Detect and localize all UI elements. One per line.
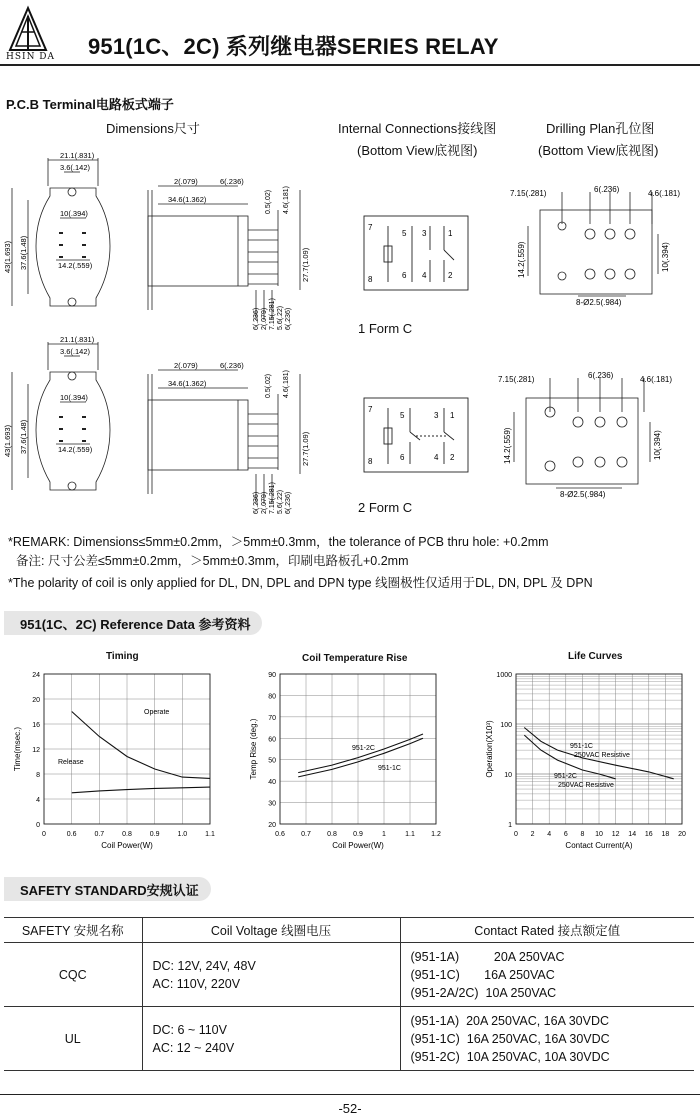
dim-side-6: 6(.236): [220, 177, 244, 186]
dim-pin-width-2c: 3.6(.142): [60, 347, 91, 356]
internal-bottom-view-label: (Bottom View底视图): [357, 143, 478, 158]
x-tick-label: 1: [382, 831, 386, 838]
drill-dim-2-2c: 6(.236): [588, 371, 614, 380]
drilling-plan-1c: [508, 184, 688, 308]
remark-cn: 备注: 尺寸公差≤5mm±0.2mm，＞5mm±0.3mm，印刷电路板孔+0.2mm: [16, 554, 409, 568]
life-curves-chart: [482, 666, 696, 856]
chart-title-temp: Coil Temperature Rise: [302, 653, 408, 664]
y-axis-label: Temp Rise (deg.): [249, 718, 258, 780]
dim-side-b3: 7.15(.281): [269, 298, 276, 330]
series-label: 951-1C: [378, 765, 401, 772]
series-label: 250VAC Resistive: [558, 782, 614, 789]
x-tick-label: 0: [42, 831, 46, 838]
x-tick-label: 8: [580, 831, 585, 838]
y-tick-label: 30: [268, 800, 276, 808]
pin-2c-d: 6: [400, 453, 405, 462]
header-safety: SAFETY 安规名称: [4, 918, 142, 943]
y-tick-label: 8: [36, 772, 40, 779]
series-label: Operate: [144, 709, 170, 716]
drill-dim-2-1c: 6(.236): [594, 185, 620, 194]
x-tick-label: 4: [547, 831, 552, 838]
remark-en: *REMARK: Dimensions≤5mm±0.2mm，＞5mm±0.3mm，the tolerance of PCB thru hole: +0.2mm: [8, 535, 549, 549]
y-tick-label: 100: [500, 722, 512, 729]
internal-connection-2c: [360, 394, 472, 476]
contact-rated-line: (951-2C) 10A 250VAC, 10A 30VDC: [410, 1049, 610, 1064]
dim-side-length-2c: 34.6(1.362): [168, 379, 207, 388]
x-tick-label: 0.9: [353, 831, 363, 838]
contact-rated-cell: [400, 943, 694, 1007]
dim-pin-width-1c: 3.6(.142): [60, 163, 91, 172]
internal-connection-1c: [360, 212, 472, 294]
dim-inner-height-1c: 37.6(1.48): [19, 235, 28, 270]
pin-1c-f: 1: [448, 229, 453, 238]
dim-side-b4: 5.6(.22): [277, 305, 284, 330]
dim-side-b2: 2(.079): [261, 307, 268, 330]
x-axis-label: Coil Power(W): [101, 841, 153, 850]
dim-side-277: 27.7(1.09): [301, 247, 310, 282]
pin-2c-g: 4: [434, 453, 439, 462]
chart-title-life: Life Curves: [568, 651, 623, 662]
y-tick-label: 12: [32, 747, 40, 754]
drill-dim-5-1c: 10(.394): [661, 242, 670, 272]
dim-side-46-2c: 4.6(.181): [283, 369, 290, 398]
pin-1c-d: 6: [402, 271, 407, 280]
series-line-1: [298, 734, 423, 773]
dim-mid-width-2c: 14.2(.559): [58, 445, 93, 454]
series-label: 250VAC Resistive: [574, 752, 630, 759]
pin-1c-h: 2: [448, 271, 453, 280]
dim-inner-width-2c: 10(.394): [60, 393, 88, 402]
x-tick-label: 14: [628, 831, 637, 838]
x-tick-label: 0.8: [327, 831, 337, 838]
coil-voltage-line: AC: 12 ~ 240V: [152, 1040, 235, 1055]
header-coil-voltage: Coil Voltage 线圈电压: [142, 918, 400, 943]
y-tick-label: 16: [32, 722, 40, 729]
series-line-2: [72, 787, 210, 793]
x-tick-label: 20: [678, 831, 686, 838]
y-tick-label: 20: [32, 697, 40, 704]
x-tick-label: 16: [644, 831, 653, 838]
pin-1c-c: 5: [402, 229, 407, 238]
internal-connections-label: Internal Connections接线图: [338, 121, 497, 136]
pin-1c-e: 3: [422, 229, 427, 238]
y-tick-label: 50: [268, 757, 276, 765]
safety-table-header: [4, 918, 694, 943]
coil-voltage-cell: [142, 943, 400, 1007]
footer-rule: [0, 1094, 700, 1095]
dim-side-277-2c: 27.7(1.09): [301, 431, 310, 466]
dim-side-top-2c: 2(.079): [174, 361, 198, 370]
y-tick-label: 10: [504, 772, 512, 779]
safety-standard-banner: SAFETY STANDARD安规认证: [4, 877, 211, 901]
pcb-terminal-title: P.C.B Terminal电路板式端子: [6, 97, 174, 112]
page-number: -52-: [338, 1101, 362, 1116]
contact-rated-line: (951-1A) 20A 250VAC: [410, 949, 565, 964]
x-tick-label: 0.7: [94, 831, 105, 838]
series-label: 951-2C: [554, 773, 577, 780]
dim-side-b3-2c: 7.15(.281): [269, 482, 276, 514]
x-tick-label: 1.2: [431, 831, 441, 838]
dim-inner-height-2c: 37.6(1.48): [19, 419, 28, 454]
x-tick-label: 0: [514, 831, 518, 838]
polarity-note: *The polarity of coil is only applied for DL, DN, DPL and DPN type 线圈极性仅适用于DL, DN, DPL 及 DPN: [8, 576, 593, 590]
pin-2c-a: 7: [368, 405, 373, 414]
form-2c-label: 2 Form C: [358, 500, 413, 515]
drill-dim-3-1c: 4.6(.181): [648, 189, 681, 198]
table-row: [4, 1007, 694, 1071]
dim-side-b5: 6(.236): [285, 307, 292, 330]
x-tick-label: 0.6: [66, 831, 77, 838]
dim-overall-width-2c: 21.1(.831): [60, 335, 95, 344]
dimensions-label: Dimensions尺寸: [106, 121, 200, 136]
dim-overall-width-1c: 21.1(.831): [60, 151, 95, 160]
x-tick-label: 1.1: [205, 831, 215, 838]
y-tick-label: 60: [268, 736, 276, 744]
dim-side-05-2c: 0.5(.02): [265, 373, 272, 398]
temp-rise-chart: [248, 666, 458, 856]
dim-overall-height-2c: 43(1.693): [3, 424, 12, 457]
side-view-drawing-1c: [128, 170, 324, 332]
dim-side-b5-2c: 6(.236): [285, 491, 292, 514]
y-tick-label: 80: [268, 693, 276, 701]
reference-data-banner: 951(1C、2C) Reference Data 参考资料: [4, 611, 262, 635]
x-tick-label: 0.7: [301, 831, 311, 838]
y-axis-label: Time(msec.): [13, 726, 22, 772]
drill-holes-1c: 8-Ø2.5(.984): [576, 298, 622, 307]
dim-side-46: 4.6(.181): [283, 185, 290, 214]
front-view-drawing-2c: [2, 332, 124, 502]
x-tick-label: 2: [530, 831, 535, 838]
x-tick-label: 1.0: [177, 831, 188, 838]
dim-mid-width-1c: 14.2(.559): [58, 261, 93, 270]
logo-text: HSIN DA: [6, 52, 56, 62]
contact-rated-line: (951-1C) 16A 250VAC: [410, 967, 555, 982]
y-tick-label: 70: [268, 714, 276, 722]
dim-side-b2-2c: 2(.079): [261, 491, 268, 514]
coil-voltage-line: AC: 110V, 220V: [152, 976, 241, 991]
x-tick-label: 6: [563, 831, 568, 838]
series-label: Release: [58, 759, 84, 766]
pin-2c-h: 2: [450, 453, 455, 462]
dim-side-6-2c: 6(.236): [220, 361, 244, 370]
y-tick-label: 1: [508, 822, 512, 829]
y-tick-label: 20: [268, 822, 276, 829]
pin-1c-a: 7: [368, 223, 373, 232]
y-axis-label: Operation(X10³): [485, 720, 494, 778]
front-view-drawing-1c: [2, 148, 124, 318]
dim-side-top: 2(.079): [174, 177, 198, 186]
dim-side-b4-2c: 5.6(.22): [277, 489, 284, 514]
series-label: 951-2C: [352, 745, 375, 752]
safety-name: UL: [4, 1007, 142, 1071]
company-logo: [8, 6, 48, 52]
safety-table: [4, 917, 694, 1071]
chart-title-timing: Timing: [106, 651, 139, 662]
drill-holes-2c: 8-Ø2.5(.984): [560, 490, 606, 499]
dim-inner-width-1c: 10(.394): [60, 209, 88, 218]
drilling-bottom-view-label: (Bottom View底视图): [538, 143, 659, 158]
pin-2c-e: 3: [434, 411, 439, 420]
dim-side-length: 34.6(1.362): [168, 195, 207, 204]
y-tick-label: 4: [36, 797, 40, 804]
contact-rated-line: (951-2A/2C) 10A 250VAC: [410, 985, 557, 1000]
x-axis-label: Contact Current(A): [565, 841, 633, 850]
timing-chart: [14, 666, 228, 856]
contact-rated-cell: [400, 1007, 694, 1071]
y-tick-label: 40: [268, 779, 276, 787]
drill-dim-3-2c: 4.6(.181): [640, 375, 673, 384]
coil-voltage-line: DC: 12V, 24V, 48V: [152, 958, 256, 973]
series-label: 951-1C: [570, 743, 593, 750]
drill-dim-1-2c: 7.15(.281): [498, 375, 535, 384]
y-tick-label: 24: [32, 672, 40, 679]
contact-rated-line: (951-1A) 20A 250VAC, 16A 30VDC: [410, 1013, 609, 1028]
header-contact-rated: Contact Rated 接点额定值: [400, 918, 694, 943]
pin-2c-b: 8: [368, 457, 373, 466]
x-tick-label: 0.8: [122, 831, 132, 838]
pin-1c-g: 4: [422, 271, 427, 280]
header-rule: [0, 64, 700, 66]
pin-2c-f: 1: [450, 411, 455, 420]
drilling-plan-2c: [494, 370, 684, 500]
table-row: [4, 943, 694, 1007]
pin-1c-b: 8: [368, 275, 373, 284]
pin-2c-c: 5: [400, 411, 405, 420]
dim-side-b1: 6(.236): [253, 307, 260, 330]
x-tick-label: 18: [661, 831, 670, 838]
coil-voltage-line: DC: 6 ~ 110V: [152, 1022, 227, 1037]
x-axis-label: Coil Power(W): [332, 841, 384, 850]
contact-rated-line: (951-1C) 16A 250VAC, 16A 30VDC: [410, 1031, 610, 1046]
form-1c-label: 1 Form C: [358, 321, 413, 336]
drill-dim-1-1c: 7.15(.281): [510, 189, 547, 198]
drill-dim-4-2c: 14.2(.559): [503, 427, 512, 464]
x-tick-label: 0.9: [149, 831, 160, 838]
drill-dim-5-2c: 10(.394): [653, 430, 662, 460]
coil-voltage-cell: [142, 1007, 400, 1071]
drill-dim-4-1c: 14.2(.559): [517, 241, 526, 278]
y-tick-label: 0: [36, 822, 40, 829]
x-tick-label: 10: [595, 831, 603, 838]
page-title: 951(1C、2C) 系列继电器SERIES RELAY: [88, 34, 499, 59]
dim-overall-height-1c: 43(1.693): [3, 240, 12, 273]
x-tick-label: 1.1: [405, 831, 415, 838]
y-tick-label: 90: [268, 672, 276, 679]
x-tick-label: 0.6: [275, 831, 285, 838]
side-view-drawing-2c: [128, 354, 324, 516]
series-line-1: [72, 712, 210, 779]
y-tick-label: 1000: [496, 672, 512, 679]
drilling-plan-label: Drilling Plan孔位图: [546, 121, 655, 136]
x-tick-label: 12: [611, 831, 620, 838]
dim-side-b1-2c: 6(.236): [253, 491, 260, 514]
safety-name: CQC: [4, 943, 142, 1007]
dim-side-05: 0.5(.02): [265, 189, 272, 214]
